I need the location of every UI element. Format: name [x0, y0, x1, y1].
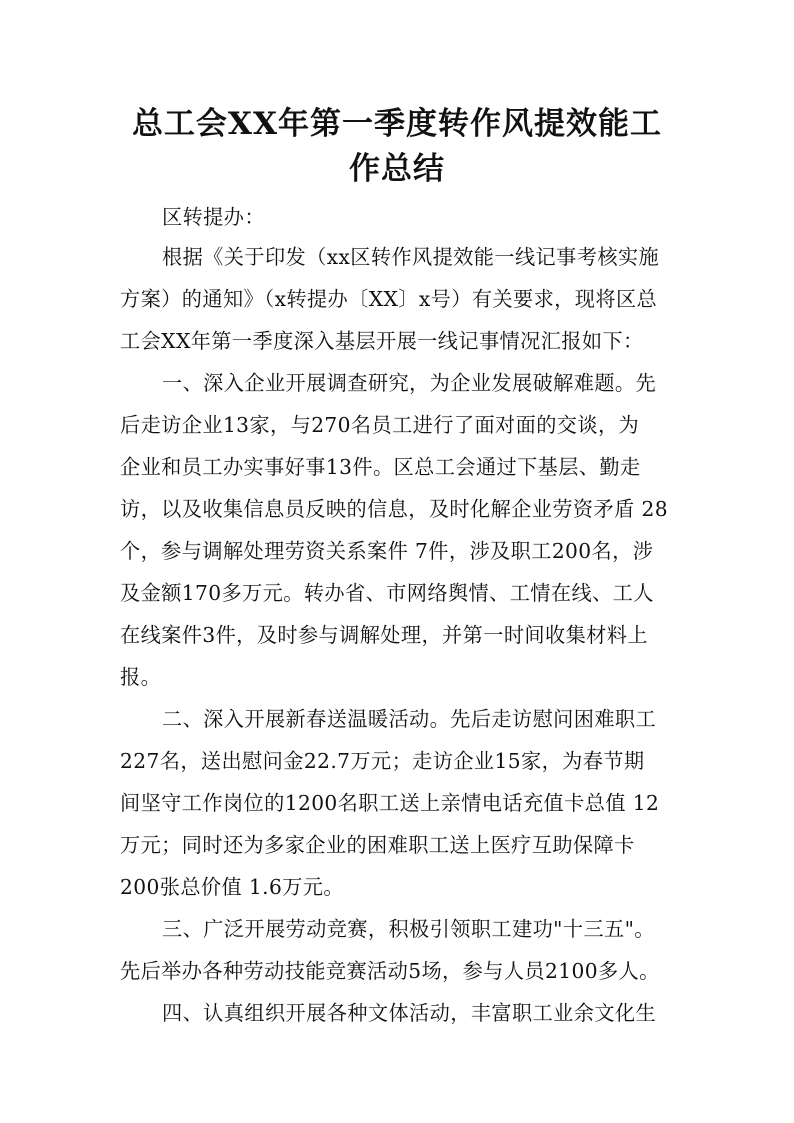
paragraph-line: 间坚守工作岗位的1200名职工送上亲情电话充值卡总值 12: [120, 791, 660, 815]
paragraph-line: 三、广泛开展劳动竞赛，积极引领职工建功"十三五"。: [162, 917, 655, 941]
paragraph-line: 方案）的通知》（x转提办〔XX〕x号）有关要求，现将区总: [120, 287, 658, 311]
paragraph-line: 报。: [120, 665, 162, 689]
paragraph-line: 及金额170多万元。转办省、市网络舆情、工情在线、工人: [120, 581, 654, 605]
paragraph-line: 二、深入开展新春送温暖活动。先后走访慰问困难职工: [162, 707, 657, 731]
paragraph-line: 200张总价值 1.6万元。: [120, 875, 344, 899]
paragraph-line: 访，以及收集信息员反映的信息，及时化解企业劳资矛盾 28: [120, 497, 668, 521]
salutation: 区转提办：: [162, 205, 265, 229]
document-title-line-2: 作总结: [349, 151, 445, 187]
paragraph-line: 个，参与调解处理劳资关系案件 7件，涉及职工200名，涉: [120, 539, 654, 563]
paragraph-line: 万元；同时还为多家企业的困难职工送上医疗互助保障卡: [120, 833, 635, 857]
paragraph-line: 工会XX年第一季度深入基层开展一线记事情况汇报如下：: [120, 329, 644, 353]
paragraph-line: 后走访企业13家，与270名员工进行了面对面的交谈，为: [120, 413, 640, 437]
paragraph-line: 企业和员工办实事好事13件。区总工会通过下基层、勤走: [120, 455, 641, 479]
paragraph-line: 一、深入企业开展调查研究，为企业发展破解难题。先: [162, 371, 657, 395]
document-title-line-1: 总工会XX年第一季度转作风提效能工: [131, 106, 663, 142]
paragraph-line: 227名，送出慰问金22.7万元；走访企业15家，为春节期: [120, 749, 645, 773]
paragraph-line: 在线案件3件，及时参与调解处理，并第一时间收集材料上: [120, 623, 648, 647]
paragraph-line: 先后举办各种劳动技能竞赛活动5场，参与人员2100多人。: [120, 959, 660, 983]
paragraph-line: 根据《关于印发（xx区转作风提效能一线记事考核实施: [162, 245, 660, 269]
paragraph-line: 四、认真组织开展各种文体活动，丰富职工业余文化生: [162, 1001, 657, 1025]
